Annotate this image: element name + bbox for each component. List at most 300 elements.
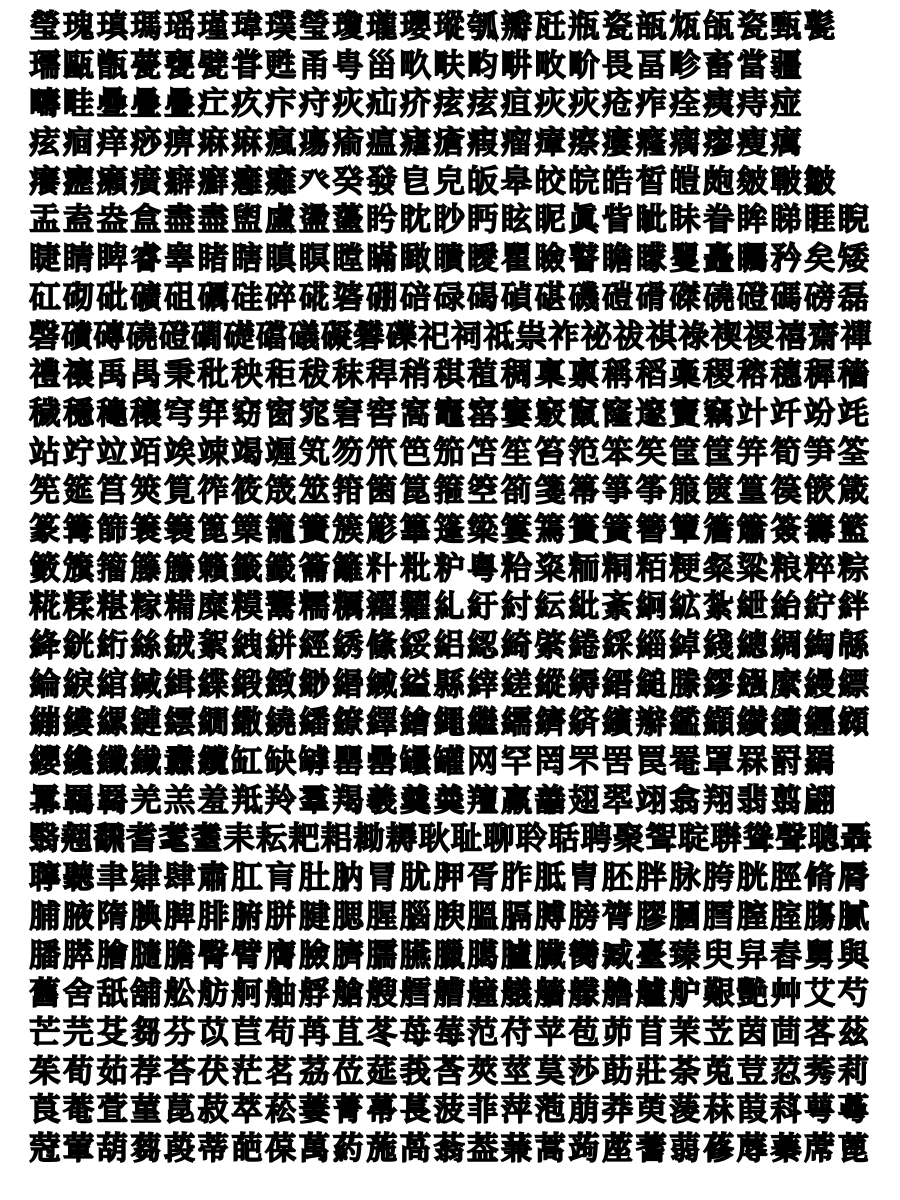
glyph-cell: 碼 (770, 279, 802, 316)
glyph-cell: 菁 (332, 1092, 364, 1129)
glyph-cell: 瞿 (500, 241, 532, 278)
glyph-cell: 粢 (534, 550, 566, 587)
glyph-cell: 耘 (256, 821, 288, 858)
glyph-cell: 綵 (602, 628, 634, 664)
glyph-cell: 茣 (534, 1053, 566, 1090)
glyph-cell: 祿 (678, 318, 710, 355)
glyph-cell: 秧 (231, 357, 263, 394)
glyph-row (28, 820, 872, 859)
glyph-cell: 皖 (568, 163, 600, 200)
glyph-cell: 紲 (736, 589, 768, 626)
glyph-cell: 笊 (366, 434, 398, 471)
glyph-cell: 笵 (568, 434, 600, 471)
glyph-cell: 羶 (467, 782, 499, 819)
glyph-cell: 癀 (130, 163, 162, 200)
glyph-cell: 芍 (837, 976, 869, 1013)
glyph-cell: 膠 (635, 898, 667, 935)
glyph-cell: 篏 (804, 473, 836, 510)
glyph-cell: 耻 (450, 821, 482, 858)
glyph-cell: 羮 (433, 782, 465, 819)
glyph-cell: 稷 (703, 357, 735, 394)
glyph-cell: 艚 (433, 976, 465, 1013)
glyph-row (28, 472, 872, 511)
glyph-cell: 箚 (500, 473, 532, 510)
glyph-cell: 皚 (669, 163, 701, 200)
glyph-cell: 竊 (703, 395, 735, 432)
glyph-cell: 翅 (568, 782, 600, 819)
glyph-cell: 鬻 (265, 589, 297, 626)
glyph-cell: 胚 (602, 860, 634, 897)
glyph-cell: 繹 (366, 705, 398, 742)
glyph-cell: 碪 (534, 279, 566, 316)
glyph-cell: 秣 (332, 357, 364, 394)
glyph-cell: 粨 (635, 550, 667, 587)
glyph-cell: 秉 (164, 357, 196, 394)
glyph-cell: 糜 (197, 589, 229, 626)
glyph-cell: 窕 (298, 395, 330, 432)
glyph-cell: 禺 (130, 357, 162, 394)
glyph-cell: 紿 (770, 589, 802, 626)
glyph-cell: 稻 (635, 357, 667, 394)
glyph-cell: 蓆 (804, 1130, 836, 1167)
glyph-cell: 絆 (837, 589, 869, 626)
glyph-cell: 蔆 (669, 1092, 701, 1129)
glyph-cell: 當 (736, 47, 768, 84)
glyph-cell: 紕 (568, 589, 600, 626)
glyph-cell: 膺 (265, 937, 297, 974)
glyph-row (28, 47, 872, 86)
glyph-cell: 罍 (366, 744, 398, 781)
glyph-cell: 緘 (130, 666, 162, 703)
glyph-cell: 砌 (63, 279, 95, 316)
glyph-row (28, 511, 872, 550)
glyph-cell: 耒 (223, 821, 255, 858)
glyph-cell: 疆 (770, 47, 802, 84)
glyph-cell: 皰 (703, 163, 735, 200)
glyph-cell: 篶 (534, 511, 566, 548)
glyph-cell: 痳 (231, 125, 263, 162)
glyph-cell: 萪 (770, 1092, 802, 1129)
glyph-cell: 羃 (29, 782, 61, 819)
glyph-cell: 綣 (568, 628, 600, 664)
glyph-cell: 羈 (63, 782, 95, 819)
glyph-cell: 纐 (837, 705, 869, 742)
glyph-cell: 緡 (332, 666, 364, 703)
glyph-cell: 肚 (298, 860, 330, 897)
glyph-cell: 葮 (164, 1130, 196, 1167)
glyph-cell: 莅 (332, 1053, 364, 1090)
glyph-cell: 癧 (63, 163, 95, 200)
glyph-cell: 笳 (433, 434, 465, 471)
glyph-cell: 瞞 (366, 241, 398, 278)
glyph-cell: 瑩 (29, 9, 61, 45)
glyph-cell: 皴 (736, 163, 768, 200)
glyph-cell: 莖 (500, 1053, 532, 1090)
glyph-cell: 絏 (231, 628, 263, 664)
glyph-cell: 腓 (197, 898, 229, 935)
glyph-cell: 瞽 (568, 241, 600, 278)
glyph-cell: 瞠 (332, 241, 364, 278)
glyph-cell: 荀 (63, 1053, 95, 1090)
glyph-cell: 筮 (298, 473, 330, 510)
glyph-cell: 稠 (500, 357, 532, 394)
glyph-cell: 舸 (231, 976, 263, 1013)
glyph-cell: 禧 (775, 318, 807, 355)
glyph-cell: 禳 (63, 357, 95, 394)
glyph-cell: 笂 (298, 434, 330, 471)
glyph-cell: 菻 (703, 1092, 735, 1129)
glyph-cell: 繦 (736, 666, 768, 703)
glyph-cell: 莵 (703, 1053, 735, 1090)
glyph-cell: 笄 (736, 434, 768, 471)
glyph-cell: 莉 (837, 1053, 869, 1090)
glyph-cell: 篷 (433, 511, 465, 548)
glyph-row (28, 201, 872, 240)
glyph-cell: 粡 (602, 550, 634, 587)
glyph-cell: 艫 (635, 976, 667, 1013)
glyph-cell: 芬 (164, 1014, 196, 1051)
glyph-cell: 瘉 (332, 125, 364, 162)
glyph-cell: 羣 (298, 782, 330, 819)
glyph-cell: 苙 (703, 1014, 735, 1051)
glyph-cell: 簀 (298, 511, 330, 548)
glyph-cell: 罘 (568, 744, 600, 781)
glyph-cell: 茆 (602, 1014, 634, 1051)
glyph-cell: 臑 (366, 937, 398, 974)
glyph-row (28, 279, 872, 318)
glyph-cell: 盻 (366, 202, 398, 239)
glyph-row (28, 8, 872, 47)
glyph-cell: 腆 (130, 898, 162, 935)
glyph-row (28, 395, 872, 434)
glyph-cell: 篥 (231, 511, 263, 548)
glyph-cell: 盒 (130, 202, 162, 239)
glyph-cell: 發 (366, 163, 398, 200)
glyph-cell: 窖 (366, 395, 398, 432)
glyph-cell: 綢 (770, 628, 802, 664)
glyph-cell: 葭 (736, 1092, 768, 1129)
glyph-cell: 瑪 (130, 9, 162, 45)
glyph-row (28, 240, 872, 279)
glyph-cell: 繼 (467, 705, 499, 742)
glyph-cell: 肄 (130, 860, 162, 897)
glyph-cell: 綛 (467, 628, 499, 664)
glyph-cell: 繝 (197, 705, 229, 742)
glyph-cell: 籀 (96, 550, 128, 587)
glyph-cell: 纃 (534, 705, 566, 742)
glyph-cell: 罸 (770, 744, 802, 781)
glyph-cell: 竰 (265, 434, 297, 471)
glyph-cell: 縹 (837, 666, 869, 703)
glyph-cell: 艘 (366, 976, 398, 1013)
glyph-cell: 穃 (736, 357, 768, 394)
glyph-cell: 筵 (63, 473, 95, 510)
glyph-cell: 齋 (807, 318, 839, 355)
glyph-cell: 矍 (669, 241, 701, 278)
glyph-cell: 甑 (96, 47, 128, 84)
glyph-cell: 瓷 (736, 9, 768, 45)
glyph-cell: 萢 (534, 1092, 566, 1129)
glyph-cell: 莇 (602, 1053, 634, 1090)
glyph-cell: 癃 (635, 125, 667, 162)
glyph-cell: 縟 (568, 666, 600, 703)
glyph-cell: 穉 (804, 357, 836, 394)
glyph-cell: 甄 (770, 9, 802, 45)
glyph-cell: 胖 (635, 860, 667, 897)
glyph-cell: 臙 (399, 937, 431, 974)
glyph-cell: 瑾 (197, 9, 229, 45)
glyph-cell: 簟 (669, 511, 701, 548)
glyph-cell: 舁 (736, 937, 768, 974)
glyph-cell: 紵 (804, 589, 836, 626)
glyph-cell: 茲 (837, 1014, 869, 1051)
glyph-cell: 磬 (28, 318, 60, 355)
glyph-cell: 箋 (534, 473, 566, 510)
glyph-cell: 萠 (568, 1092, 600, 1129)
glyph-cell: 聢 (678, 821, 710, 858)
glyph-cell: 穹 (164, 395, 196, 432)
glyph-cell: 皃 (433, 163, 465, 200)
glyph-cell: 硴 (298, 279, 330, 316)
glyph-cell: 簑 (130, 511, 162, 548)
glyph-cell: 礙 (320, 318, 352, 355)
glyph-cell: 臻 (669, 937, 701, 974)
glyph-cell: 萸 (635, 1092, 667, 1129)
glyph-cell: 纓 (29, 744, 61, 781)
glyph-cell: 茹 (96, 1053, 128, 1090)
glyph-cell: 瘦 (736, 125, 768, 162)
glyph-cell: 縊 (399, 666, 431, 703)
glyph-cell: 莪 (399, 1053, 431, 1090)
glyph-cell: 畏 (602, 47, 634, 84)
glyph-cell: 腱 (298, 898, 330, 935)
glyph-cell: 礫 (385, 318, 417, 355)
glyph-cell: 繖 (231, 705, 263, 742)
glyph-cell: 砠 (164, 279, 196, 316)
glyph-cell: 疝 (366, 86, 398, 123)
glyph-cell: 膾 (96, 937, 128, 974)
glyph-cell: 癖 (164, 163, 196, 200)
glyph-cell: 矇 (635, 241, 667, 278)
glyph-cell: 翦 (770, 782, 802, 819)
glyph-cell: 緲 (298, 666, 330, 703)
glyph-cell: 紂 (500, 589, 532, 626)
glyph-cell: 筺 (703, 434, 735, 471)
glyph-cell: 糀 (29, 589, 61, 626)
glyph-cell: 痳 (197, 125, 229, 162)
glyph-cell: 縺 (130, 705, 162, 742)
glyph-cell: 胯 (703, 860, 735, 897)
glyph-cell: 疇 (29, 86, 61, 123)
glyph-cell: 瓷 (602, 9, 634, 45)
glyph-cell: 篦 (197, 511, 229, 548)
glyph-cell: 皈 (467, 163, 499, 200)
glyph-cell: 痖 (770, 86, 802, 123)
glyph-cell: 苻 (500, 1014, 532, 1051)
glyph-row (28, 1130, 872, 1169)
glyph-cell: 箜 (467, 473, 499, 510)
glyph-row (28, 898, 872, 937)
glyph-cell: 瓿 (635, 9, 667, 45)
glyph-cell: 譱 (534, 782, 566, 819)
glyph-cell: 磧 (61, 318, 93, 355)
glyph-row (28, 85, 872, 124)
glyph-cell: 稈 (366, 357, 398, 394)
glyph-cell: 籟 (197, 550, 229, 587)
glyph-cell: 疢 (568, 86, 600, 123)
glyph-cell: 苹 (534, 1014, 566, 1051)
glyph-cell: 瞻 (602, 241, 634, 278)
glyph-cell: 膃 (467, 898, 499, 935)
glyph-cell: 筥 (96, 473, 128, 510)
glyph-cell: 疚 (231, 86, 263, 123)
glyph-cell: 肅 (197, 860, 229, 897)
glyph-cell: 舐 (96, 976, 128, 1013)
glyph-cell: 盍 (63, 202, 95, 239)
glyph-cell: 羹 (399, 782, 431, 819)
glyph-cell: 舅 (804, 937, 836, 974)
glyph-cell: 艾 (804, 976, 836, 1013)
glyph-cell: 矚 (736, 241, 768, 278)
glyph-cell: 綯 (804, 628, 836, 664)
glyph-cell: 簧 (602, 511, 634, 548)
glyph-cell: 簔 (164, 511, 196, 548)
glyph-cell: 疥 (399, 86, 431, 123)
glyph-row (28, 666, 872, 705)
glyph-cell: 聨 (710, 821, 742, 858)
glyph-cell: 稱 (602, 357, 634, 394)
glyph-cell: 纎 (130, 744, 162, 781)
glyph-cell: 絣 (265, 628, 297, 664)
glyph-cell: 瞶 (433, 241, 465, 278)
glyph-cell: 茯 (197, 1053, 229, 1090)
glyph-cell: 瓩 (534, 9, 566, 45)
glyph-cell: 瑋 (231, 9, 263, 45)
glyph-cell: 莠 (804, 1053, 836, 1090)
glyph-cell: 萼 (804, 1092, 836, 1129)
glyph-cell: 莓 (433, 1014, 465, 1051)
glyph-cell: 紆 (467, 589, 499, 626)
glyph-cell: 舖 (130, 976, 162, 1013)
glyph-cell: 硼 (366, 279, 398, 316)
glyph-cell: 縒 (500, 666, 532, 703)
glyph-cell: 糴 (366, 589, 398, 626)
glyph-cell: 縱 (534, 666, 566, 703)
glyph-cell: 腟 (770, 898, 802, 935)
glyph-cell: 礒 (288, 318, 320, 355)
glyph-cell: 癩 (96, 163, 128, 200)
glyph-cell: 茫 (231, 1053, 263, 1090)
glyph-cell: 篆 (29, 511, 61, 548)
glyph-cell: 瞹 (467, 241, 499, 278)
glyph-cell: 缸 (231, 744, 263, 781)
glyph-cell: 聶 (840, 821, 872, 858)
glyph-cell: 聳 (743, 821, 775, 858)
glyph-cell: 疉 (96, 86, 128, 123)
glyph-cell: 竏 (770, 395, 802, 432)
glyph-cell: 艢 (534, 976, 566, 1013)
glyph-cell: 竍 (736, 395, 768, 432)
glyph-cell: 碌 (433, 279, 465, 316)
glyph-cell: 穽 (197, 395, 229, 432)
glyph-cell: 罌 (332, 744, 364, 781)
glyph-cell: 瓀 (29, 47, 61, 84)
glyph-cell: 瑶 (164, 9, 196, 45)
glyph-cell: 礎 (223, 318, 255, 355)
glyph-cell: 胱 (736, 860, 768, 897)
glyph-cell: 罎 (399, 744, 431, 781)
glyph-cell: 絅 (635, 589, 667, 626)
glyph-cell: 羝 (231, 782, 263, 819)
glyph-cell: 翹 (61, 821, 93, 858)
glyph-cell: 腴 (433, 898, 465, 935)
glyph-cell: 耙 (288, 821, 320, 858)
glyph-cell: 艨 (568, 976, 600, 1013)
glyph-cell: 苳 (366, 1014, 398, 1051)
glyph-cell: 磊 (837, 279, 869, 316)
glyph-cell: 碎 (265, 279, 297, 316)
glyph-cell: 罩 (703, 744, 735, 781)
glyph-cell: 萬 (298, 1130, 330, 1167)
glyph-cell: 祗 (483, 318, 515, 355)
glyph-cell: 聆 (515, 821, 547, 858)
glyph-cell: 葫 (96, 1130, 128, 1167)
glyph-cell: 緻 (265, 666, 297, 703)
glyph-cell: 甌 (63, 47, 95, 84)
glyph-cell: 磅 (804, 279, 836, 316)
glyph-cell: 繆 (703, 666, 735, 703)
glyph-cell: 竚 (63, 434, 95, 471)
glyph-cell: 莚 (366, 1053, 398, 1090)
glyph-cell: 礪 (197, 279, 229, 316)
glyph-cell: 痃 (29, 125, 61, 162)
glyph-row (28, 627, 872, 666)
glyph-cell: 蓐 (736, 1130, 768, 1167)
glyph-cell: 綸 (29, 666, 61, 703)
glyph-cell: 磔 (669, 279, 701, 316)
glyph-cell: 盡 (164, 202, 196, 239)
glyph-cell: 縣 (433, 666, 465, 703)
glyph-cell: 膽 (164, 937, 196, 974)
glyph-cell: 苡 (197, 1014, 229, 1051)
glyph-cell: 璞 (265, 9, 297, 45)
glyph-cell: 籌 (804, 511, 836, 548)
glyph-cell: 畐 (635, 47, 667, 84)
glyph-cell: 碆 (332, 279, 364, 316)
glyph-cell: 矮 (837, 241, 869, 278)
glyph-cell: 祕 (580, 318, 612, 355)
glyph-cell: 縻 (770, 666, 802, 703)
glyph-cell: 窰 (467, 395, 499, 432)
glyph-cell: 甾 (366, 47, 398, 84)
glyph-row (28, 1053, 872, 1092)
glyph-cell: 脩 (804, 860, 836, 897)
glyph-cell: 眈 (399, 202, 431, 239)
glyph-cell: 磵 (191, 318, 223, 355)
glyph-cell: 睾 (164, 241, 196, 278)
glyph-row (28, 124, 872, 163)
glyph-cell: 籖 (265, 550, 297, 587)
glyph-cell: 膈 (500, 898, 532, 935)
glyph-cell: 菽 (197, 1092, 229, 1129)
glyph-cell: 胝 (534, 860, 566, 897)
glyph-cell: 粽 (837, 550, 869, 587)
glyph-cell: 萓 (96, 1092, 128, 1129)
glyph-cell: 葷 (63, 1130, 95, 1167)
glyph-cell: 艝 (399, 976, 431, 1013)
glyph-cell: 睨 (837, 202, 869, 239)
glyph-row (28, 704, 872, 743)
